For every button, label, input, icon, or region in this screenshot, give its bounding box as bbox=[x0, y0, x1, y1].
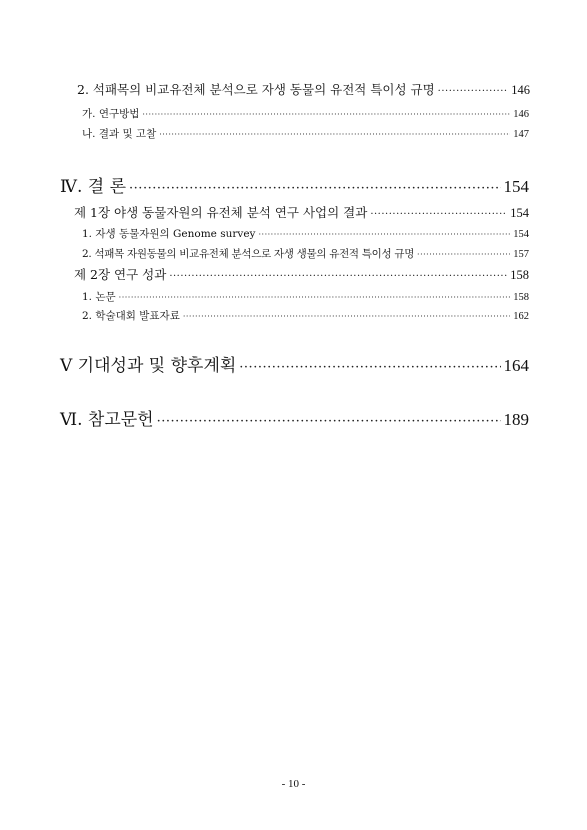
toc-page: 146 bbox=[511, 83, 530, 97]
toc-entry-chapter-v[interactable] bbox=[60, 351, 529, 376]
toc-title: 가. 연구방법 bbox=[82, 108, 140, 120]
toc-leader bbox=[129, 181, 500, 196]
toc-entry-section-2b[interactable] bbox=[82, 126, 529, 141]
toc-title: 나. 결과 및 고찰 bbox=[82, 128, 157, 140]
toc-leader bbox=[183, 312, 510, 321]
toc-leader bbox=[417, 250, 510, 259]
toc-page: 164 bbox=[503, 356, 529, 375]
toc-entry-section-2[interactable] bbox=[77, 80, 530, 98]
toc-title: 1. 논문 bbox=[82, 291, 116, 303]
toc-entry-part-1[interactable] bbox=[74, 203, 529, 221]
toc-entry-part-2-item-1[interactable] bbox=[82, 289, 529, 304]
toc-page: 154 bbox=[503, 177, 529, 196]
toc-page: 154 bbox=[513, 229, 529, 240]
toc-page: 162 bbox=[513, 311, 529, 322]
toc-page: 158 bbox=[510, 268, 529, 282]
toc-entry-part-2[interactable] bbox=[74, 265, 529, 283]
toc-leader bbox=[239, 360, 500, 375]
toc-page: 154 bbox=[510, 206, 529, 220]
toc-leader bbox=[157, 414, 501, 429]
toc-entry-chapter-vi[interactable] bbox=[60, 405, 529, 430]
toc-entry-part-1-item-1[interactable] bbox=[82, 226, 529, 241]
toc-page: 157 bbox=[513, 249, 529, 260]
toc-leader bbox=[169, 271, 507, 282]
toc-title: Ⅵ. 참고문헌 bbox=[60, 410, 154, 430]
toc-title: 1. 자생 동물자원의 Genome survey bbox=[82, 228, 256, 240]
toc-title: 제 2장 연구 성과 bbox=[74, 267, 167, 282]
toc-title: 2. 학술대회 발표자료 bbox=[82, 310, 180, 322]
toc-entry-part-2-item-2[interactable] bbox=[82, 308, 529, 323]
toc-leader bbox=[119, 293, 511, 302]
toc-leader bbox=[258, 230, 510, 239]
toc-entry-section-2a[interactable] bbox=[82, 106, 529, 121]
toc-entry-part-1-item-2[interactable] bbox=[82, 246, 529, 261]
toc-entry-chapter-iv[interactable] bbox=[60, 172, 529, 197]
toc-leader bbox=[438, 86, 509, 97]
toc-title: 2. 석패목의 비교유전체 분석으로 자생 동물의 유전적 특이성 규명 bbox=[77, 82, 435, 97]
toc-title: Ⅴ 기대성과 및 향후계획 bbox=[60, 356, 237, 376]
toc-title: 2. 석패목 자원동물의 비교유전체 분석으로 자생 생물의 유전적 특이성 규명 bbox=[82, 248, 415, 260]
toc-title: 제 1장 야생 동물자원의 유전체 분석 연구 사업의 결과 bbox=[74, 205, 368, 220]
toc-leader bbox=[159, 130, 510, 139]
toc-page: 158 bbox=[513, 292, 529, 303]
toc-page: 146 bbox=[513, 109, 529, 120]
toc-title: Ⅳ. 결 론 bbox=[60, 177, 127, 197]
toc-leader bbox=[370, 209, 507, 220]
toc-page: 189 bbox=[503, 410, 529, 429]
toc-page: 147 bbox=[513, 129, 529, 140]
page-number: - 10 - bbox=[281, 778, 306, 790]
toc-leader bbox=[142, 110, 510, 119]
